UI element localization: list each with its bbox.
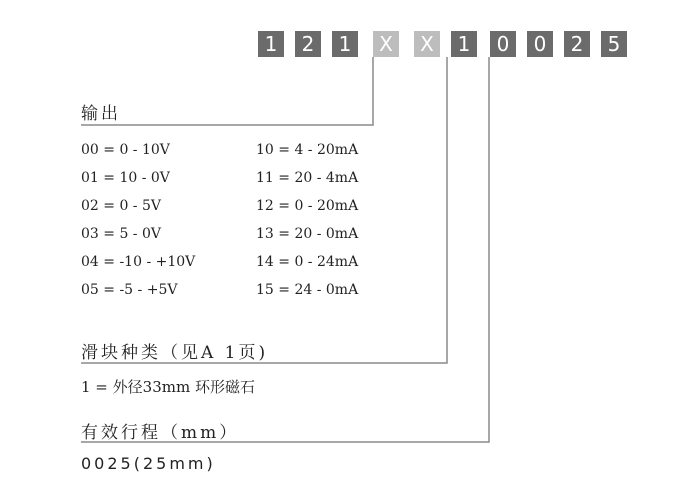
code-digit-box: 5 — [601, 31, 627, 57]
code-digit-box: 1 — [258, 31, 284, 57]
code-digit-box: 2 — [295, 31, 321, 57]
stroke-section-title: 有效行程（mm） — [81, 423, 240, 443]
code-digit-box: 2 — [564, 31, 590, 57]
output-option: 03 = 5 - 0V — [81, 226, 162, 242]
output-option: 02 = 0 - 5V — [81, 198, 162, 214]
stroke-value: 0025(25mm) — [81, 454, 216, 473]
output-option: 12 = 0 - 20mA — [256, 198, 359, 214]
output-option: 15 = 24 - 0mA — [256, 282, 359, 298]
output-option: 00 = 0 - 10V — [81, 142, 170, 158]
output-option: 01 = 10 - 0V — [81, 170, 170, 186]
output-option: 04 = -10 - +10V — [81, 254, 196, 270]
output-option: 11 = 20 - 4mA — [256, 170, 359, 186]
output-option: 14 = 0 - 24mA — [256, 254, 359, 270]
code-digit-box: 0 — [490, 31, 516, 57]
slider-section-title: 滑块种类（见A 1页) — [81, 343, 269, 363]
slider-option: 1 = 外径33mm 环形磁石 — [81, 378, 255, 396]
output-option: 10 = 4 - 20mA — [256, 142, 359, 158]
output-section-title: 输出 — [81, 104, 121, 124]
code-digit-box: 1 — [332, 31, 358, 57]
code-digit-box: 0 — [527, 31, 553, 57]
output-option: 13 = 20 - 0mA — [256, 226, 359, 242]
code-digit-box: 1 — [451, 31, 477, 57]
code-digit-box: X — [373, 31, 399, 57]
output-option: 05 = -5 - +5V — [81, 282, 178, 298]
output-connector — [81, 57, 373, 125]
code-digit-box: X — [414, 31, 440, 57]
